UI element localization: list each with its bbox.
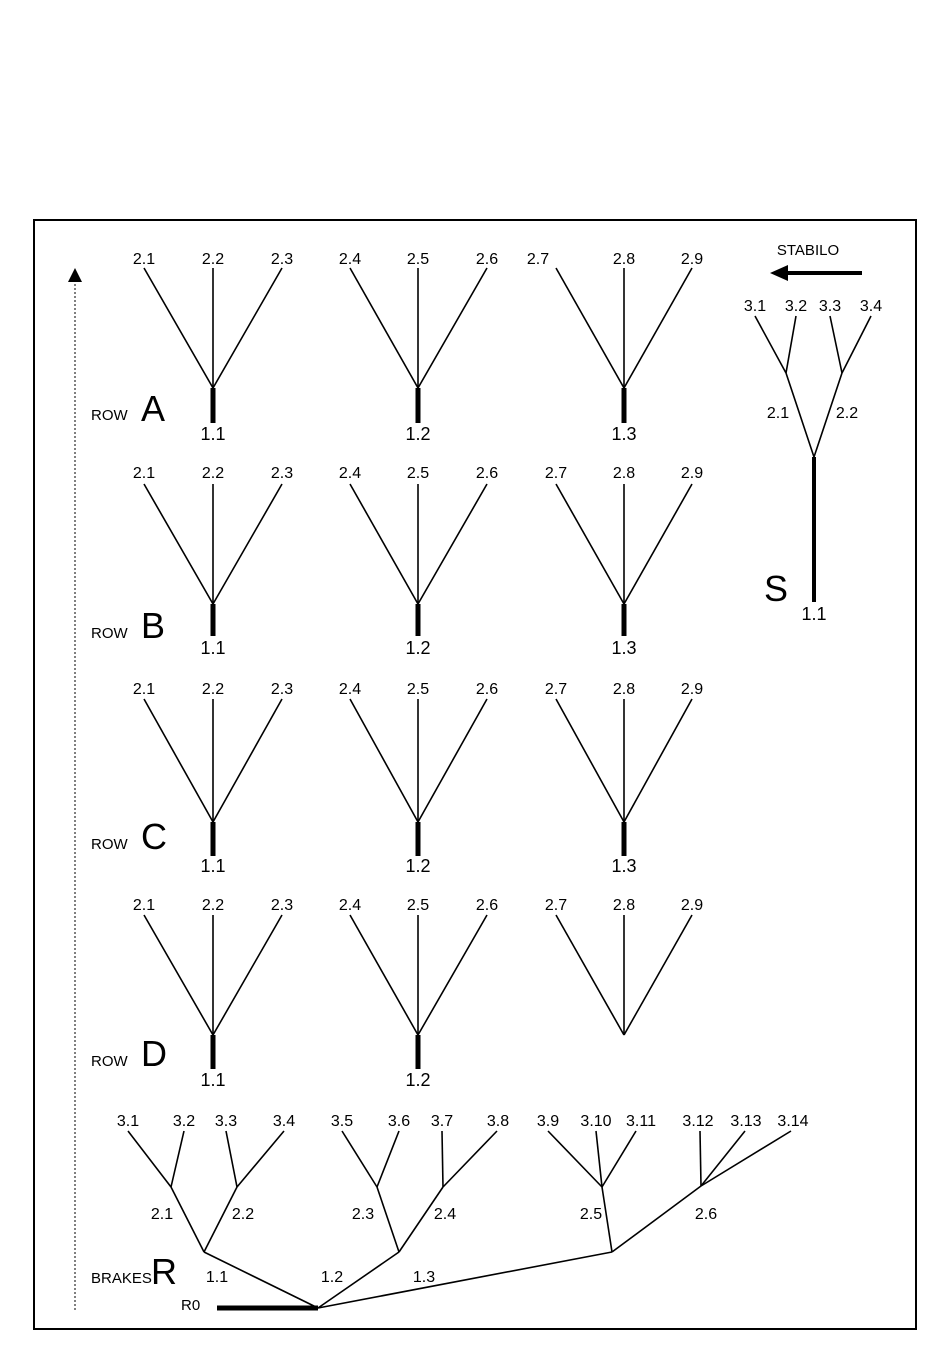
label-2-5: 2.5 [406, 681, 430, 698]
line-2-6 [612, 1186, 701, 1252]
line-2-1 [144, 915, 213, 1035]
label-2-1: 2.1 [150, 1206, 174, 1223]
line-2-3 [213, 699, 282, 822]
label-2-8: 2.8 [612, 251, 636, 268]
label-2-2: 2.2 [201, 681, 225, 698]
label-3-3: 3.3 [818, 298, 842, 315]
label-2-2: 2.2 [201, 897, 225, 914]
label-2-6: 2.6 [475, 681, 499, 698]
label-2-8: 2.8 [612, 465, 636, 482]
row-a-prefix: ROW [91, 407, 128, 424]
label-1-1: 1.1 [200, 1070, 226, 1090]
label-2-1: 2.1 [132, 251, 156, 268]
line-2-7 [556, 915, 624, 1035]
line-2-1 [786, 373, 814, 457]
label-1-2: 1.2 [405, 424, 431, 444]
row-c [91, 681, 703, 876]
label-2-8: 2.8 [612, 897, 636, 914]
label-3-11: 3.11 [626, 1113, 656, 1130]
line-2-6 [418, 484, 487, 604]
label-2-4: 2.4 [433, 1206, 457, 1223]
line-2-9 [624, 484, 692, 604]
label-2-6: 2.6 [694, 1206, 718, 1223]
label-2-1: 2.1 [132, 681, 156, 698]
label-2-4: 2.4 [338, 465, 362, 482]
line-3-6 [377, 1131, 399, 1187]
stabilo-letter: S [764, 568, 789, 609]
row-a [91, 251, 703, 444]
label-2-5: 2.5 [406, 897, 430, 914]
label-2-2: 2.2 [835, 405, 859, 422]
label-2-3: 2.3 [270, 681, 294, 698]
brakes-prefix: BRAKES [91, 1270, 152, 1287]
label-2-6: 2.6 [475, 465, 499, 482]
label-1-1: 1.1 [200, 638, 226, 658]
label-2-3: 2.3 [270, 465, 294, 482]
label-2-8: 2.8 [612, 681, 636, 698]
row-b-prefix: ROW [91, 625, 128, 642]
label-2-3: 2.3 [270, 897, 294, 914]
label-2-4: 2.4 [338, 251, 362, 268]
line-1-3 [318, 1252, 612, 1308]
brakes-section [91, 1113, 809, 1314]
label-2-7: 2.7 [544, 681, 568, 698]
row-a-group-2 [339, 251, 498, 444]
label-2-4: 2.4 [338, 897, 362, 914]
row-b [91, 465, 703, 658]
row-c-prefix: ROW [91, 836, 128, 853]
row-b-group-3 [545, 465, 703, 658]
label-3-2: 3.2 [172, 1113, 196, 1130]
label-2-9: 2.9 [680, 897, 704, 914]
row-c-group-3 [545, 681, 703, 876]
label-2-1: 2.1 [132, 897, 156, 914]
label-3-3: 3.3 [214, 1113, 238, 1130]
line-3-1 [128, 1131, 171, 1187]
label-2-3: 2.3 [351, 1206, 375, 1223]
label-2-1: 2.1 [766, 405, 790, 422]
line-3-12 [700, 1131, 701, 1186]
label-2-2: 2.2 [201, 465, 225, 482]
line-2-1 [171, 1187, 204, 1252]
line-3-8 [443, 1131, 497, 1187]
label-3-5: 3.5 [330, 1113, 354, 1130]
row-d [91, 897, 703, 1090]
label-2-9: 2.9 [680, 465, 704, 482]
line-2-4 [350, 484, 418, 604]
line-2-6 [418, 268, 487, 388]
label-3-1: 3.1 [743, 298, 767, 315]
line-2-7 [556, 268, 624, 388]
label-2-2: 2.2 [231, 1206, 255, 1223]
line-2-3 [377, 1187, 399, 1252]
label-2-5: 2.5 [406, 251, 430, 268]
label-r0: R0 [181, 1297, 201, 1314]
line-3-3 [226, 1131, 237, 1187]
label-1-1: 1.1 [801, 604, 827, 624]
diagram-frame [34, 220, 916, 1329]
label-3-1: 3.1 [116, 1113, 140, 1130]
line-2-4 [350, 268, 418, 388]
left-arrow-icon [770, 265, 788, 281]
label-1-2: 1.2 [405, 1070, 431, 1090]
line-2-6 [418, 915, 487, 1035]
label-2-7: 2.7 [544, 465, 568, 482]
label-1-3: 1.3 [611, 856, 637, 876]
line-3-14 [701, 1131, 791, 1186]
row-c-group-2 [339, 681, 498, 876]
label-3-12: 3.12 [682, 1113, 714, 1130]
label-2-5: 2.5 [579, 1206, 603, 1223]
up-arrow-icon [68, 268, 82, 282]
label-1-3: 1.3 [611, 638, 637, 658]
line-3-3 [830, 316, 842, 373]
label-3-6: 3.6 [387, 1113, 411, 1130]
line-2-1 [144, 484, 213, 604]
line-3-2 [786, 316, 796, 373]
label-3-8: 3.8 [486, 1113, 510, 1130]
row-c-letter: C [141, 816, 167, 857]
line-3-13 [701, 1131, 745, 1186]
label-3-14: 3.14 [777, 1113, 809, 1130]
label-2-7: 2.7 [544, 897, 568, 914]
label-3-7: 3.7 [430, 1113, 454, 1130]
label-2-4: 2.4 [338, 681, 362, 698]
line-2-1 [144, 699, 213, 822]
row-a-letter: A [141, 388, 166, 429]
line-3-10 [596, 1131, 602, 1187]
label-2-5: 2.5 [406, 465, 430, 482]
line-3-2 [171, 1131, 184, 1187]
line-2-4 [350, 915, 418, 1035]
label-3-4: 3.4 [859, 298, 883, 315]
row-b-group-2 [339, 465, 498, 658]
line-2-9 [624, 699, 692, 822]
line-2-9 [624, 268, 692, 388]
line-3-9 [548, 1131, 602, 1187]
label-1-1: 1.1 [200, 856, 226, 876]
label-1-3: 1.3 [611, 424, 637, 444]
line-2-1 [144, 268, 213, 388]
line-2-4 [350, 699, 418, 822]
label-1-1: 1.1 [200, 424, 226, 444]
label-2-1: 2.1 [132, 465, 156, 482]
label-2-9: 2.9 [680, 681, 704, 698]
label-3-9: 3.9 [536, 1113, 560, 1130]
label-2-6: 2.6 [475, 251, 499, 268]
brakes-letter: R [151, 1251, 177, 1292]
line-2-7 [556, 484, 624, 604]
row-d-group-2 [339, 897, 498, 1090]
line-3-4 [237, 1131, 284, 1187]
line-3-11 [602, 1131, 636, 1187]
line-2-3 [213, 484, 282, 604]
label-2-3: 2.3 [270, 251, 294, 268]
line-2-5 [602, 1187, 612, 1252]
line-3-5 [342, 1131, 377, 1187]
label-1-1: 1.1 [205, 1269, 229, 1286]
row-d-letter: D [141, 1033, 167, 1074]
label-3-13: 3.13 [730, 1113, 762, 1130]
label-1-2: 1.2 [405, 856, 431, 876]
line-3-4 [842, 316, 871, 373]
stabilo-title: STABILO [776, 242, 840, 259]
label-2-9: 2.9 [680, 251, 704, 268]
label-1-3: 1.3 [412, 1269, 436, 1286]
label-2-7: 2.7 [526, 251, 550, 268]
label-3-2: 3.2 [784, 298, 808, 315]
label-2-2: 2.2 [201, 251, 225, 268]
line-3-1 [755, 316, 786, 373]
label-1-2: 1.2 [405, 638, 431, 658]
stabilo-section [744, 242, 882, 624]
line-2-3 [213, 268, 282, 388]
line-2-6 [418, 699, 487, 822]
label-1-2: 1.2 [320, 1269, 344, 1286]
row-a-group-3 [527, 251, 703, 444]
line-2-3 [213, 915, 282, 1035]
row-d-group-3 [545, 897, 703, 1035]
label-3-4: 3.4 [272, 1113, 296, 1130]
label-2-6: 2.6 [475, 897, 499, 914]
line-2-7 [556, 699, 624, 822]
line-2-9 [624, 915, 692, 1035]
row-d-prefix: ROW [91, 1053, 128, 1070]
row-b-letter: B [141, 605, 166, 646]
line-3-7 [442, 1131, 443, 1187]
label-3-10: 3.10 [580, 1113, 612, 1130]
